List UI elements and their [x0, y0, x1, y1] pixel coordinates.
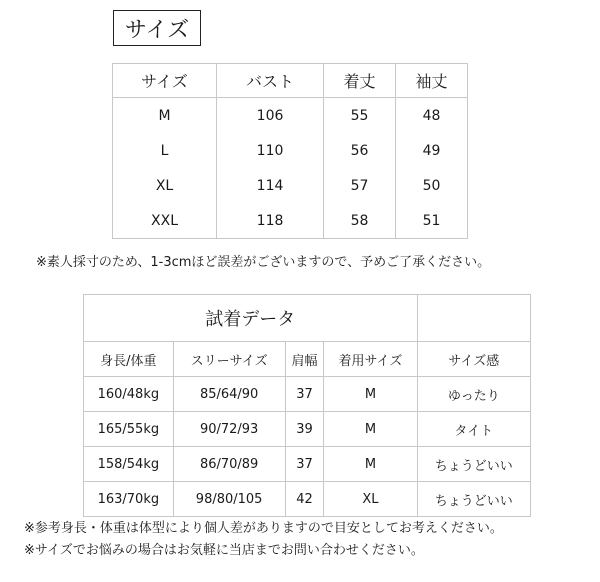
size-cell: L [113, 133, 217, 168]
three-sizes-cell: 86/70/89 [173, 447, 285, 482]
shoulder-cell: 39 [285, 412, 324, 447]
bust-cell: 110 [217, 133, 324, 168]
height-weight-cell: 160/48kg [84, 377, 174, 412]
height-weight-cell: 163/70kg [84, 482, 174, 517]
bust-cell: 118 [217, 203, 324, 239]
trial-caption: 試着データ [84, 295, 418, 342]
table-row [84, 412, 531, 447]
shoulder-cell: 42 [285, 482, 324, 517]
sleeve-cell: 49 [395, 133, 467, 168]
table-row [113, 203, 468, 239]
three-sizes-cell: 85/64/90 [173, 377, 285, 412]
sleeve-cell: 48 [395, 98, 467, 134]
header-fit: サイズ感 [417, 342, 530, 377]
header-bust: バスト [217, 64, 324, 98]
length-cell: 56 [323, 133, 395, 168]
empty-cell [417, 295, 530, 342]
reference-note: ※参考身長・体重は体型により個人差がありますので目安としてお考えください。 [24, 521, 503, 536]
header-height-weight: 身長/体重 [84, 342, 174, 377]
shoulder-cell: 37 [285, 447, 324, 482]
length-cell: 55 [323, 98, 395, 134]
sleeve-cell: 51 [395, 203, 467, 239]
header-shoulder: 肩幅 [285, 342, 324, 377]
three-sizes-cell: 90/72/93 [173, 412, 285, 447]
table-row [84, 447, 531, 482]
trial-caption-row [84, 295, 531, 342]
table-row [113, 98, 468, 134]
size-cell: XL [113, 168, 217, 203]
measurement-note: ※素人採寸のため、1-3cmほど誤差がございますので、予めご了承ください。 [36, 255, 491, 270]
worn-size-cell: M [324, 377, 417, 412]
fit-cell: ちょうどいい [417, 447, 530, 482]
contact-note: ※サイズでお悩みの場合はお気軽に当店までお問い合わせください。 [24, 543, 424, 558]
table-row [84, 377, 531, 412]
fit-cell: タイト [417, 412, 530, 447]
length-cell: 58 [323, 203, 395, 239]
length-cell: 57 [323, 168, 395, 203]
table-row [113, 133, 468, 168]
trial-table-header [84, 342, 531, 377]
worn-size-cell: M [324, 447, 417, 482]
height-weight-cell: 158/54kg [84, 447, 174, 482]
table-row [84, 482, 531, 517]
header-sleeve: 袖丈 [395, 64, 467, 98]
fit-cell: ゆったり [417, 377, 530, 412]
sleeve-cell: 50 [395, 168, 467, 203]
bust-cell: 114 [217, 168, 324, 203]
size-cell: XXL [113, 203, 217, 239]
header-size: サイズ [113, 64, 217, 98]
table-row [113, 168, 468, 203]
height-weight-cell: 165/55kg [84, 412, 174, 447]
trial-data-table [83, 294, 531, 517]
header-three-sizes: スリーサイズ [173, 342, 285, 377]
page-title: サイズ [113, 10, 201, 46]
fit-cell: ちょうどいい [417, 482, 530, 517]
size-cell: M [113, 98, 217, 134]
bust-cell: 106 [217, 98, 324, 134]
header-worn-size: 着用サイズ [324, 342, 417, 377]
three-sizes-cell: 98/80/105 [173, 482, 285, 517]
size-table-header [113, 64, 468, 98]
header-length: 着丈 [323, 64, 395, 98]
size-table [112, 63, 468, 239]
worn-size-cell: XL [324, 482, 417, 517]
worn-size-cell: M [324, 412, 417, 447]
shoulder-cell: 37 [285, 377, 324, 412]
